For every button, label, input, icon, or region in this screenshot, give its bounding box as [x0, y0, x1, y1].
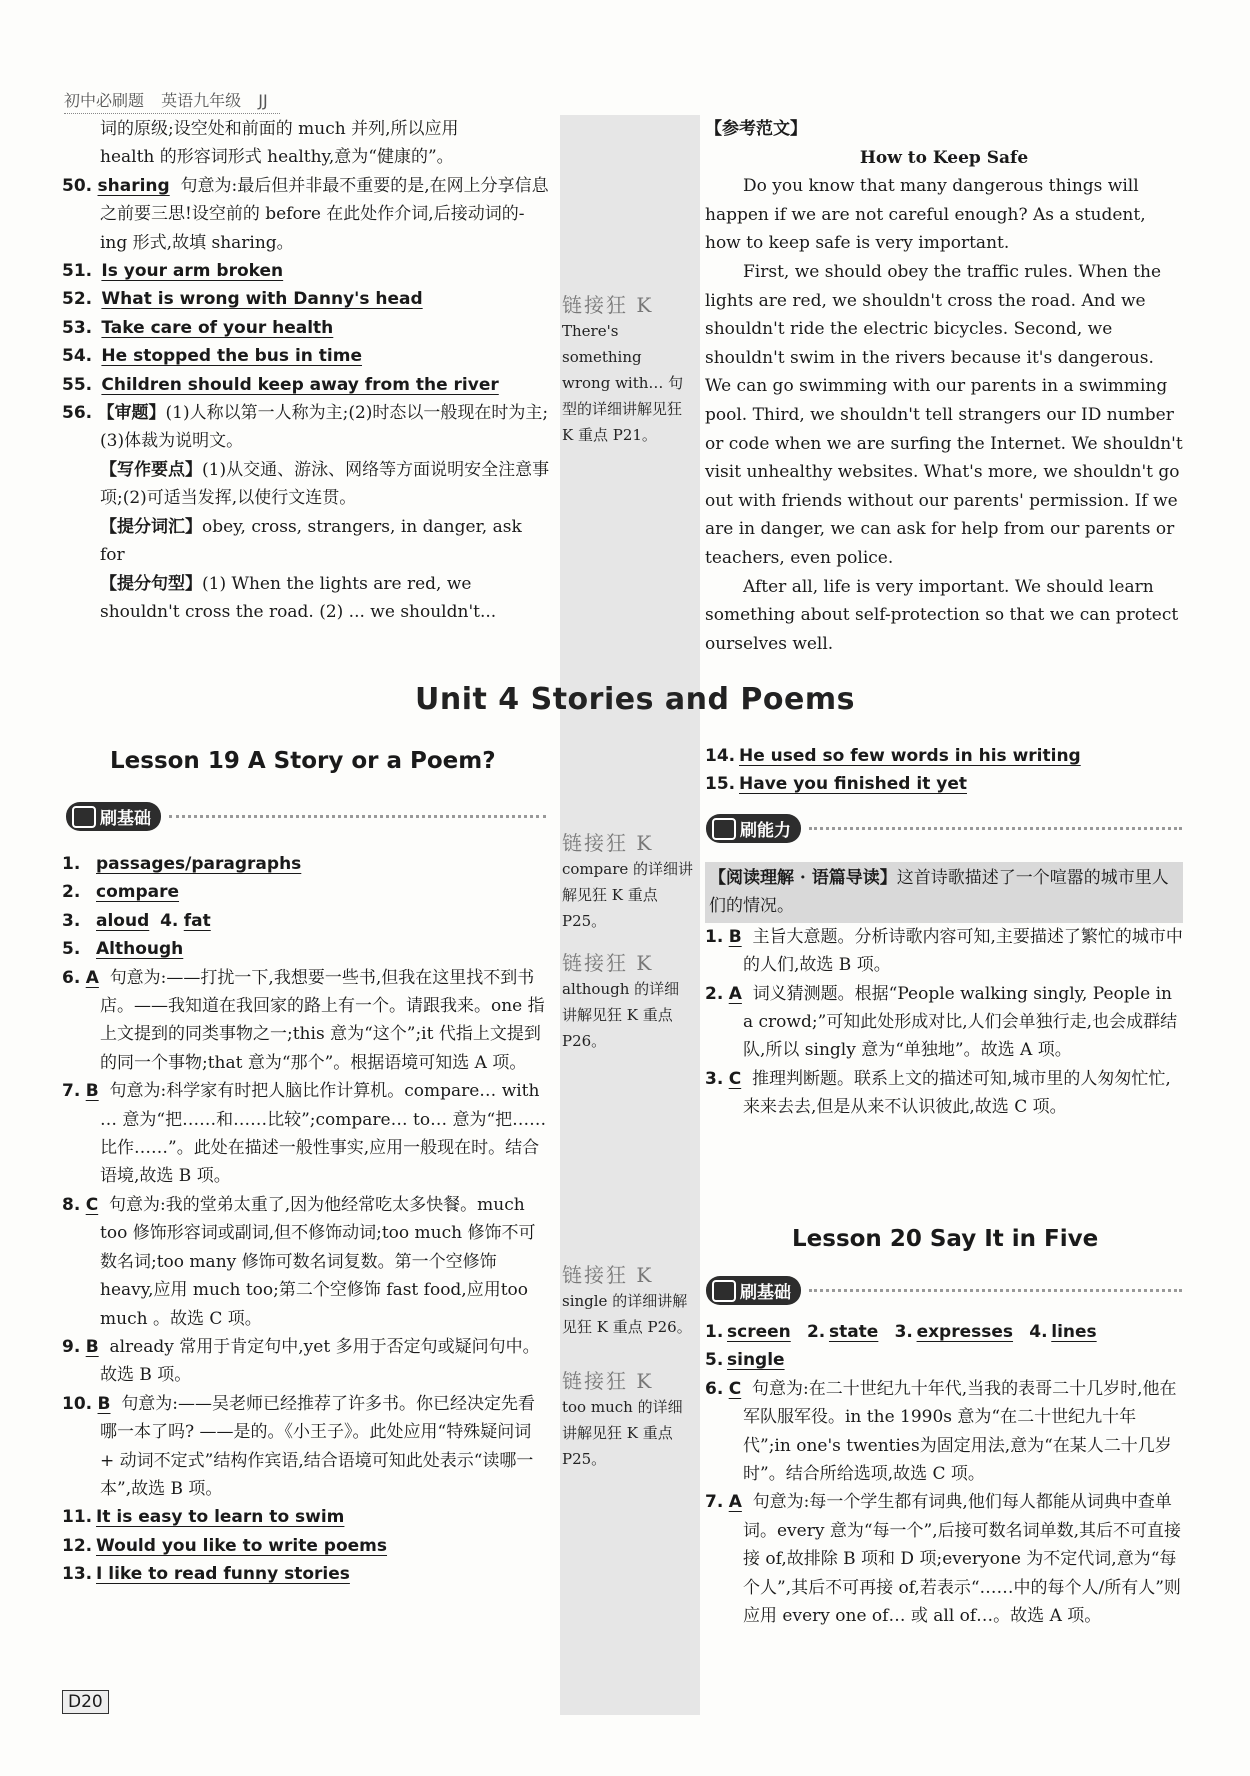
answer-12 [62, 1532, 550, 1560]
essay-paragraph: After all, life is very important. We should learn something about self-protection so that we can protect ourselves well. [705, 576, 1179, 654]
banner-label: 刷基础 [740, 1282, 791, 1303]
answer-text: I like to read funny stories [96, 1564, 350, 1585]
q-number: 8. [62, 1194, 81, 1215]
side-note [562, 1262, 694, 1340]
answer-5 [705, 1346, 1183, 1374]
section-banner [706, 814, 1182, 842]
side-note-title: 链接狂 K [562, 831, 654, 855]
answer-text: He stopped the bus in time [101, 346, 362, 367]
answer-text: Is your arm broken [101, 261, 284, 282]
reading-answer-3 [705, 1065, 1183, 1122]
banner-tag [706, 1276, 801, 1305]
answer-text: Would you like to write poems [96, 1535, 388, 1556]
q-number: 3. [62, 910, 81, 931]
answer-text: C [728, 1068, 742, 1089]
header-subject: 英语九年级 [161, 91, 242, 110]
page-header [64, 88, 280, 114]
header-edition: JJ [258, 91, 268, 110]
side-note-text: compare 的详细讲解见狂 K 重点 P25。 [562, 860, 694, 930]
banner-tag [66, 802, 161, 831]
q-number: 4. [1029, 1322, 1048, 1342]
answer-text: B [85, 1081, 99, 1102]
answer-6 [62, 964, 550, 1078]
answer-text: lines [1051, 1322, 1097, 1342]
answer-14 [705, 742, 1183, 770]
side-note [562, 950, 694, 1054]
intro-line: health 的形容词形式 healthy,意为“健康的”。 [100, 147, 454, 168]
side-note [562, 292, 694, 448]
side-note-title: 链接狂 K [562, 293, 654, 317]
answer-56 [62, 399, 550, 456]
answer-text: fat [183, 910, 211, 931]
q-number: 6. [62, 967, 81, 988]
lesson19-answers-continued [705, 742, 1183, 799]
side-note-title: 链接狂 K [562, 1263, 654, 1287]
q-number: 51. [62, 261, 93, 282]
answer-52 [62, 285, 550, 313]
intro-line: 词的原级;设空处和前面的 much 并列,所以应用 [100, 119, 459, 139]
essay-label: 【参考范文】 [705, 119, 807, 139]
model-essay [705, 115, 1183, 658]
reading-guide [705, 862, 1183, 923]
answer-text: C [728, 1378, 742, 1399]
q-number: 6. [705, 1378, 724, 1399]
q-number: 11. [62, 1507, 93, 1528]
reading-answer-2 [705, 980, 1183, 1065]
q-number: 52. [62, 289, 93, 310]
q-number: 3. [894, 1322, 913, 1342]
answer-51 [62, 257, 550, 285]
essay-paragraph: First, we should obey the traffic rules. When the lights are red, we shouldn't cross the road. And we shouldn't ride the electric bicycles. Second, we shouldn't swim in the rivers because it's dangerous. We can go swimming with our parents in a swimming pool. Third, we shouldn't tell strangers our ID number or code when we are surfing the Internet. We shouldn't visit unhealthy websites. What's more, we shouldn't go out with friends without our parents' permission. If we are in danger, we can ask for help from our parents or teachers, even police. [705, 261, 1183, 568]
q-number: 15. [705, 774, 736, 795]
answer-7 [705, 1488, 1183, 1630]
answer-9 [62, 1333, 550, 1390]
answer-text: aloud [96, 910, 150, 931]
answer-text: screen [727, 1322, 791, 1342]
explanation: (1) When the lights are red, we shouldn't cross the road. (2) ... we shouldn't... [100, 573, 497, 622]
explanation: 句意为:科学家有时把人脑比作计算机。compare… with … 意为“把……和……比较”;compare… to… 意为“把……比作……”。此处在描述一般性事实,应用一般现在时。结合语境,故选 B 项。 [100, 1081, 547, 1187]
answer-text: state [828, 1322, 879, 1342]
q-number: 54. [62, 346, 93, 367]
explanation: (1)从交通、游泳、网络等方面说明安全注意事项;(2)可适当发挥,以使行文连贯。 [100, 459, 550, 509]
answer-text: B [97, 1393, 111, 1414]
header-series: 初中必刷题 [64, 91, 145, 110]
answer-1 [62, 850, 550, 878]
q-number: 13. [62, 1564, 93, 1585]
q-number: 4. [160, 910, 179, 931]
q-number: 9. [62, 1336, 81, 1357]
essay-title: How to Keep Safe [859, 147, 1029, 168]
section-label: 【提分句型】 [100, 573, 202, 594]
answer-7 [62, 1077, 550, 1191]
banner-label: 刷基础 [100, 808, 151, 829]
page-number: D20 [62, 1690, 109, 1714]
key-sentences [62, 570, 550, 627]
explanation: obey, cross, strangers, in danger, ask for [100, 516, 522, 566]
q-number: 5. [62, 939, 81, 960]
answer-10 [62, 1390, 550, 1504]
answer-text: sharing [97, 175, 170, 196]
unit-title: Unit 4 Stories and Poems [415, 682, 855, 717]
key-vocab [62, 513, 550, 570]
q-number: 53. [62, 317, 93, 338]
explanation: 句意为:最后但并非最不重要的是,在网上分享信息之前要三思!设空前的 before 在此处作介词,后接动词的-ing 形式,故填 sharing。 [100, 175, 549, 253]
answer-text: Take care of your health [101, 317, 334, 338]
q-number: 1. [705, 1322, 724, 1342]
q-number: 12. [62, 1535, 93, 1556]
answer-text: Although [96, 939, 184, 960]
side-note-text: There's something wrong with… 句型的详细讲解见狂 K 重点 P21。 [562, 322, 684, 444]
q-number: 5. [705, 1350, 724, 1371]
explanation: already 常用于肯定句中,yet 多用于否定句或疑问句中。故选 B 项。 [100, 1336, 540, 1386]
q-number: 2. [806, 1322, 826, 1342]
explanation: (1)人称以第一人称为主;(2)时态以一般现在时为主;(3)体裁为说明文。 [100, 403, 549, 452]
reading-answers [705, 862, 1183, 1122]
answer-54 [62, 342, 550, 370]
section-banner [706, 1276, 1182, 1304]
dotted-rule [809, 1289, 1182, 1292]
answer-53 [62, 314, 550, 342]
answer-55 [62, 371, 550, 399]
q-number: 2. [705, 983, 724, 1004]
answer-text: What is wrong with Danny's head [101, 289, 423, 310]
side-note [562, 1368, 694, 1472]
q-number: 2. [62, 882, 81, 903]
answer-text: Have you finished it yet [739, 774, 967, 795]
side-note-text: although 的详细讲解见狂 K 重点 P26。 [562, 980, 680, 1050]
explanation: 句意为:每一个学生都有词典,他们每人都能从词典中查单词。every 意为“每一个”,后接可数名词单数,其后不可直接接 of,故排除 B 项和 D 项;everyone 为不定代词,意为“每个人”,其后不可再接 of,若表示“……中的每个人/所有人”则应用 every one of… 或 all of…。故选 A 项。 [743, 1492, 1182, 1627]
answer-8 [62, 1191, 550, 1333]
q-number: 7. [62, 1081, 81, 1102]
writing-points [62, 456, 550, 513]
reading-answer-1 [705, 923, 1183, 980]
q-number: 50. [62, 175, 93, 196]
answer-6 [705, 1375, 1183, 1489]
explanation: 句意为:——吴老师已经推荐了许多书。你已经决定先看哪一本了吗? ——是的。《小王子》。此处应用“特殊疑问词 + 动词不定式”结构作宾语,结合语境可知此处表示“读哪一本”,故选 B 项。 [100, 1393, 536, 1499]
q-number: 14. [705, 746, 736, 766]
banner-label: 刷能力 [740, 820, 791, 841]
reading-guide-text: 这首诗歌描述了一个喧嚣的城市里人们的情况。 [709, 868, 1169, 917]
side-note-text: single 的详细讲解见狂 K 重点 P26。 [562, 1292, 692, 1336]
answer-text: expresses [916, 1322, 1014, 1342]
q-number: 56. [62, 403, 93, 424]
dotted-rule [169, 815, 546, 818]
lesson20-answers [705, 1318, 1183, 1630]
explanation: 句意为:我的堂弟太重了,因为他经常吃太多快餐。much too 修饰形容词或副词,但不修饰动词;too much 修饰不可数名词;too many 修饰可数名词复数。第一个空修饰 heavy,应用 much too;第二个空修饰 fast food,应用too much 。故选 C 项。 [100, 1194, 536, 1329]
answer-text: B [728, 926, 742, 947]
book-icon [712, 1280, 736, 1302]
answer-text: A [85, 967, 99, 988]
side-note-text: too much 的详细讲解见狂 K 重点 P25。 [562, 1398, 683, 1468]
answer-text: A [728, 1492, 742, 1513]
section-label: 【阅读理解 · 语篇导读】 [709, 868, 897, 888]
q-number: 7. [705, 1492, 724, 1513]
answer-text: C [85, 1194, 99, 1215]
side-note-title: 链接狂 K [562, 1369, 654, 1393]
answer-2 [62, 878, 550, 906]
lesson-title: Lesson 19 A Story or a Poem? [110, 748, 496, 774]
book-icon [712, 818, 736, 840]
answer-text: It is easy to learn to swim [96, 1507, 345, 1528]
answer-text: single [727, 1350, 785, 1371]
explanation: 词义猜测题。根据“People walking singly, People in a crowd;”可知此处形成对比,人们会单独行走,也会成群结队,所以 singly 意为“单独地”。故选 A 项。 [743, 983, 1178, 1061]
answer-text: passages/paragraphs [96, 854, 302, 874]
answer-1-4 [705, 1318, 1183, 1346]
answer-5 [62, 935, 550, 963]
section-banner [66, 802, 546, 830]
answer-text: B [85, 1336, 99, 1357]
answer-50 [62, 172, 550, 257]
explanation: 主旨大意题。分析诗歌内容可知,主要描述了繁忙的城市中的人们,故选 B 项。 [743, 926, 1183, 976]
q-number: 3. [705, 1068, 724, 1089]
answer-text: A [728, 983, 742, 1004]
answer-15 [705, 770, 1183, 798]
lesson-title: Lesson 20 Say It in Five [792, 1226, 1099, 1252]
q-number: 55. [62, 374, 93, 395]
answer-11 [62, 1503, 550, 1531]
left-top-column [62, 115, 550, 626]
section-label: 【提分词汇】 [100, 516, 202, 537]
explanation: 推理判断题。联系上文的描述可知,城市里的人匆匆忙忙,来来去去,但是从来不认识彼此,故选 C 项。 [743, 1068, 1171, 1118]
section-label: 【审题】 [97, 403, 166, 424]
dotted-rule [809, 827, 1182, 830]
lesson19-answers [62, 850, 550, 1589]
explanation: 句意为:——打扰一下,我想要一些书,但我在这里找不到书店。——我知道在我回家的路上有一个。请跟我来。one 指上文提到的同类事物之一;this 意为“这个”;it 代指上文提到的同一个事物;that 意为“那个”。根据语境可知选 A 项。 [100, 967, 545, 1073]
q-number: 1. [62, 854, 81, 874]
banner-tag [706, 814, 801, 843]
answer-text: compare [96, 882, 180, 903]
answer-text: Children should keep away from the river [101, 374, 499, 395]
q-number: 1. [705, 926, 724, 947]
answer-13 [62, 1560, 550, 1588]
side-note [562, 830, 694, 934]
book-icon [72, 806, 96, 828]
answer-text: He used so few words in his writing [739, 746, 1081, 766]
answer-3-4 [62, 907, 550, 935]
explanation: 句意为:在二十世纪九十年代,当我的表哥二十几岁时,他在军队服军役。in the 1990s 意为“在二十世纪九十年代”;in one's twenties为固定用法,意为“在某人二十几岁时”。结合所给选项,故选 C 项。 [743, 1378, 1177, 1485]
essay-paragraph: Do you know that many dangerous things will happen if we are not careful enough? As a student, how to keep safe is very important. [705, 176, 1146, 254]
side-note-title: 链接狂 K [562, 951, 654, 975]
q-number: 10. [62, 1393, 93, 1414]
section-label: 【写作要点】 [100, 459, 202, 480]
